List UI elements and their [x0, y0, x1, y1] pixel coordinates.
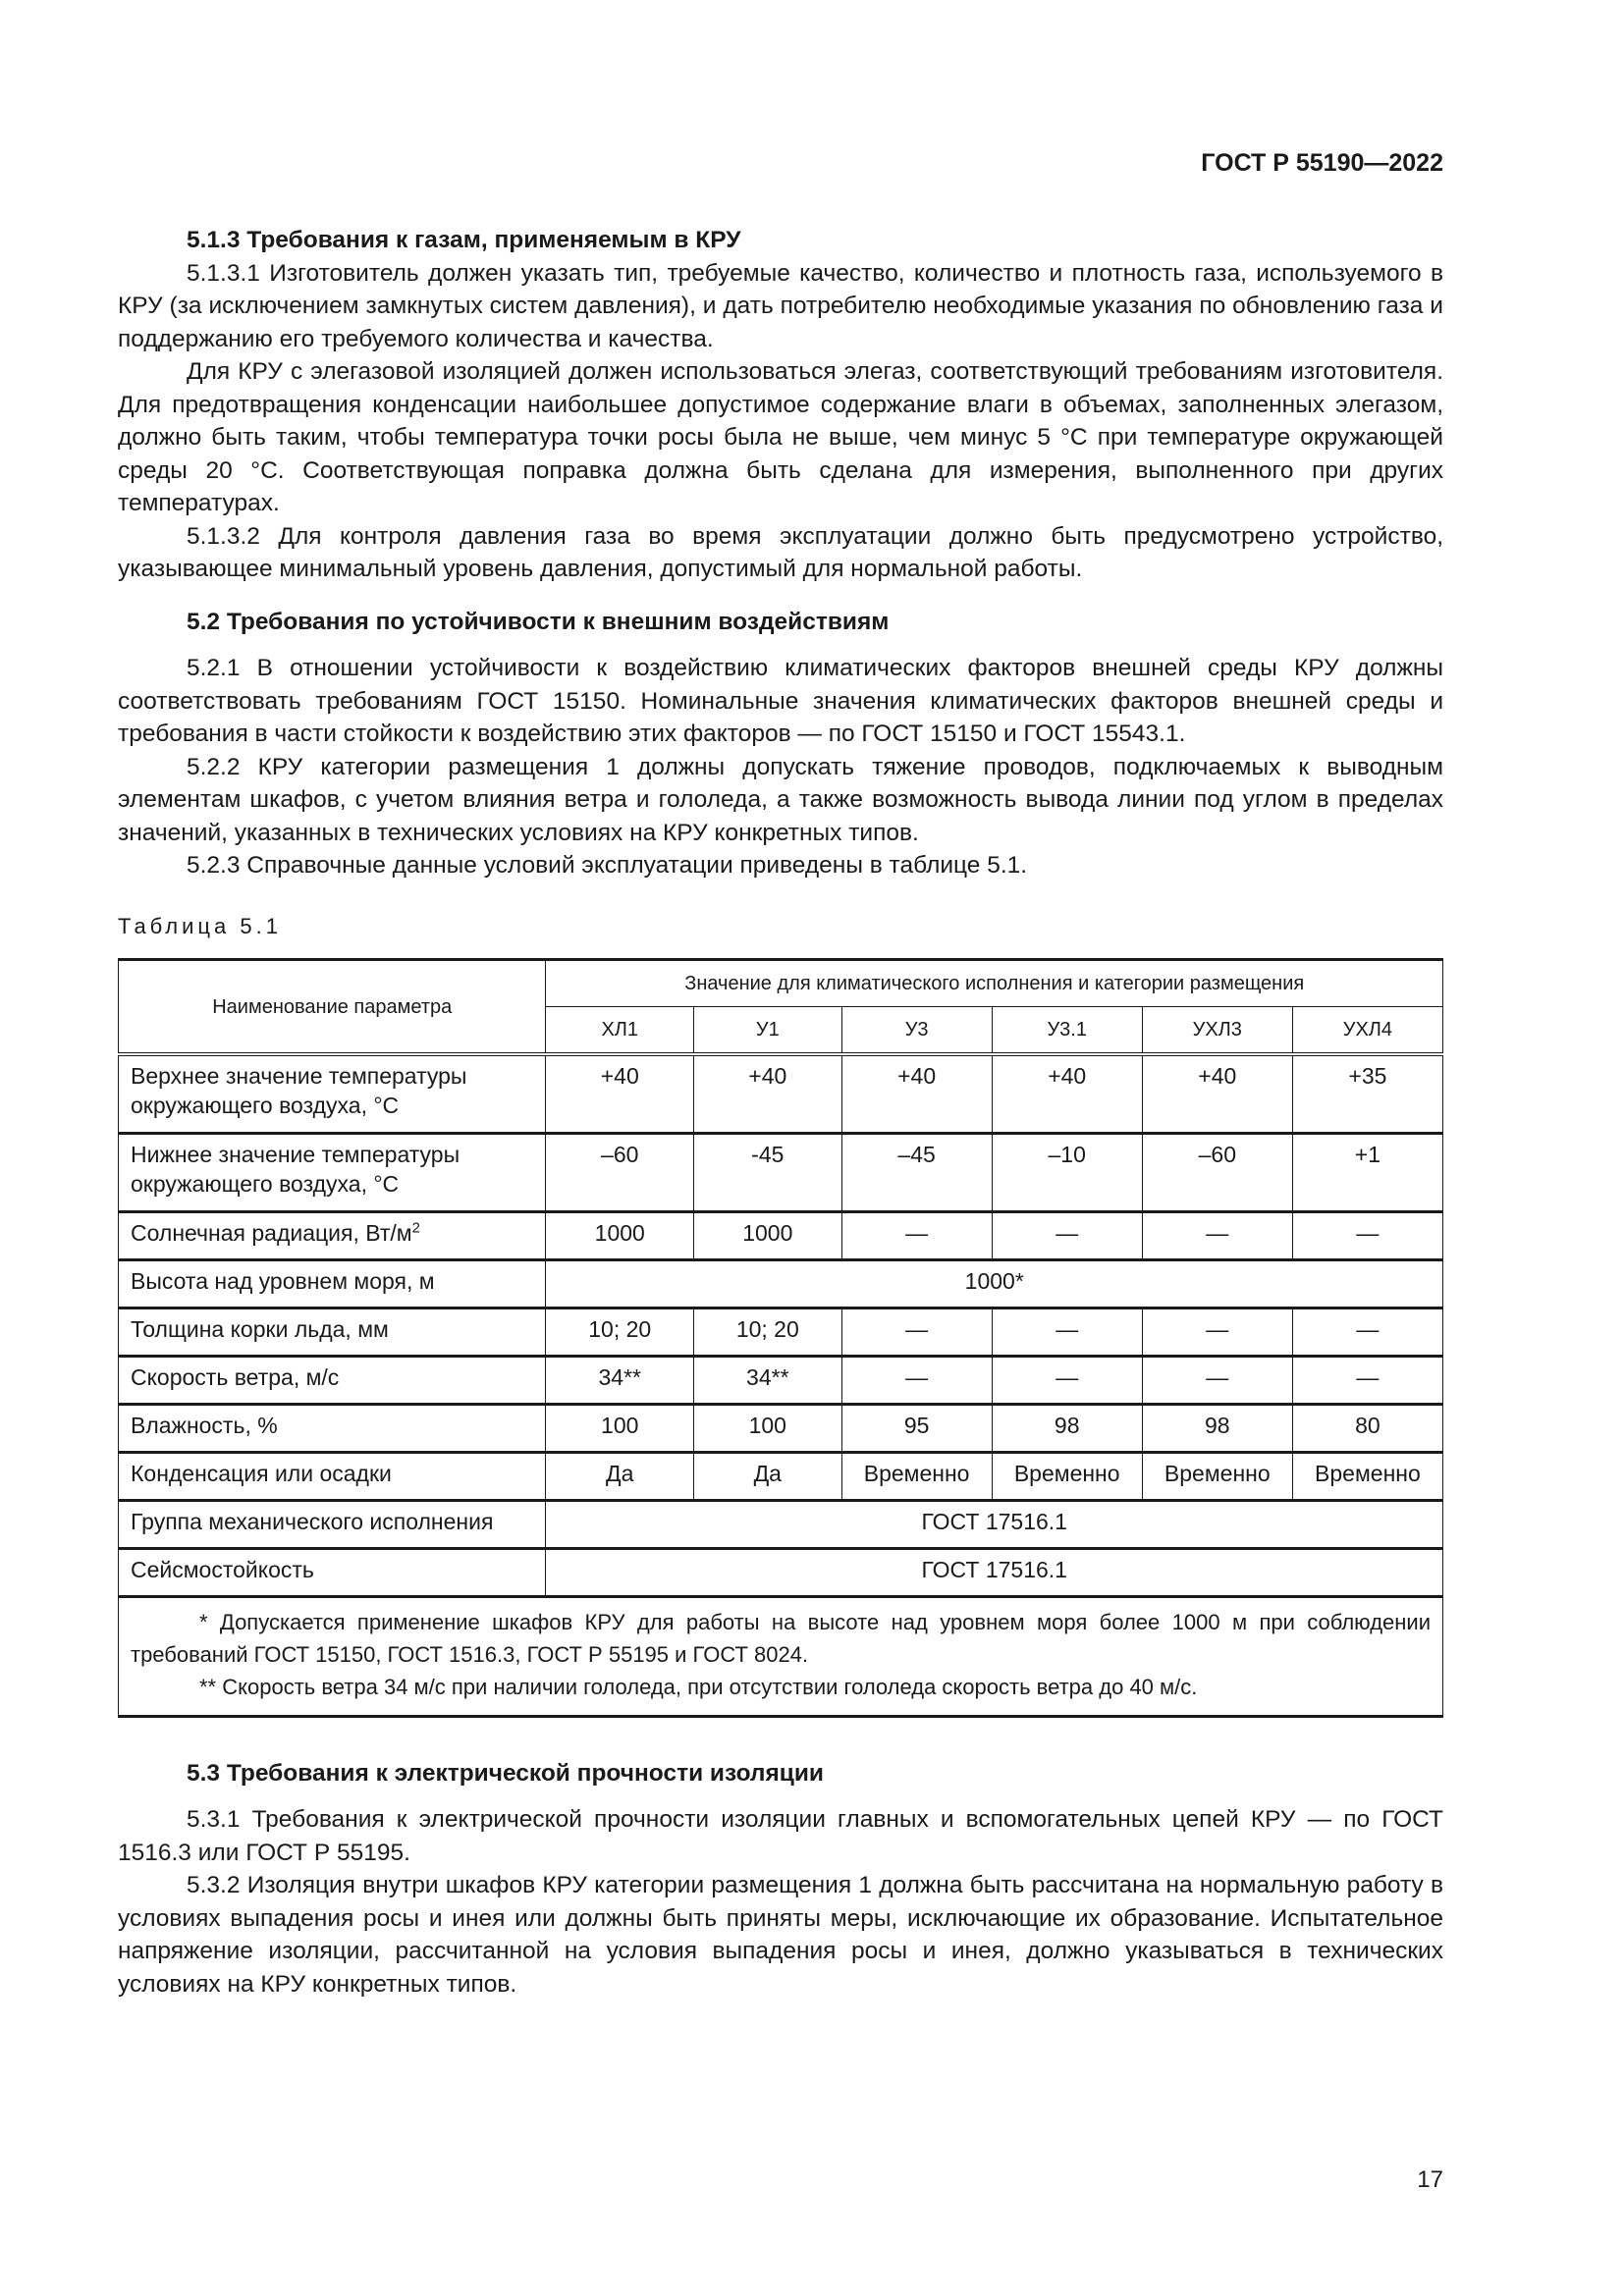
- cell-value: 95: [841, 1404, 992, 1452]
- parameter-name: Группа механического исполнения: [119, 1500, 546, 1548]
- cell-value: —: [1292, 1308, 1442, 1356]
- cell-value: Да: [546, 1452, 694, 1500]
- cell-value: —: [841, 1356, 992, 1404]
- cell-value: —: [1142, 1356, 1292, 1404]
- cell-value: –10: [992, 1133, 1142, 1211]
- paragraph: 5.3.1 Требования к электрической прочности изоляции главных и вспомогательных цепей КРУ — по ГОСТ 1516.3 или ГОСТ Р 55195.: [118, 1806, 1443, 1866]
- table-caption: Таблица 5.1: [118, 913, 282, 938]
- section-title-5-2: 5.2 Требования по устойчивости к внешним воздействиям: [187, 608, 890, 635]
- cell-value: 98: [992, 1404, 1142, 1452]
- column-header: У3: [841, 1007, 992, 1055]
- table-note: ** Скорость ветра 34 м/с при наличии гололеда, при отсутствии гололеда скорость ветра до 40 м/с.: [199, 1674, 1198, 1699]
- cell-value: —: [992, 1211, 1142, 1259]
- cell-value: —: [992, 1308, 1142, 1356]
- table-row: [119, 1211, 1443, 1259]
- column-header: У3.1: [992, 1007, 1142, 1055]
- cell-value: 34**: [694, 1356, 842, 1404]
- parameter-name: Конденсация или осадки: [119, 1452, 546, 1500]
- cell-value: —: [1142, 1308, 1292, 1356]
- parameter-name: Солнечная радиация, $Вт/м^2$: [119, 1211, 546, 1259]
- parameter-name: Скорость ветра, м/с: [119, 1356, 546, 1404]
- cell-value: 10; 20: [694, 1308, 842, 1356]
- cell-value: 80: [1292, 1404, 1442, 1452]
- cell-value: –60: [1142, 1133, 1292, 1211]
- table-row: [119, 1133, 1443, 1211]
- parameter-name: Сейсмостойкость: [119, 1548, 546, 1596]
- merged-value: ГОСТ 17516.1: [546, 1500, 1443, 1548]
- cell-value: 1000: [546, 1211, 694, 1259]
- paragraph: 5.3.2 Изоляция внутри шкафов КРУ категории размещения 1 должна быть рассчитана на нормальную работу в условиях выпадения росы и инея или должны быть приняты меры, исключающие их образование. Испытательное напряжение изоляции, рассчитанной на условия выпадения росы и инея, должно указываться в технических условиях на КРУ конкретных типов.: [118, 1872, 1443, 1998]
- cell-value: 34**: [546, 1356, 694, 1404]
- cell-value: 10; 20: [546, 1308, 694, 1356]
- table-row: [119, 1452, 1443, 1500]
- merged-value: ГОСТ 17516.1: [546, 1548, 1443, 1596]
- table-row: [119, 1054, 1443, 1133]
- cell-value: 100: [694, 1404, 842, 1452]
- paragraph: 5.2.2 КРУ категории размещения 1 должны допускать тяжение проводов, подключаемых к выводным элементам шкафов, с учетом влияния ветра и гололеда, а также возможность вывода линии под углом в пределах значений, указанных в технических условиях на КРУ конкретных типов.: [118, 753, 1443, 846]
- cell-value: Временно: [1142, 1452, 1292, 1500]
- column-header-parameter: Наименование параметра: [119, 960, 546, 1055]
- table-row: [119, 1500, 1443, 1548]
- cell-value: +40: [992, 1054, 1142, 1133]
- cell-value: +1: [1292, 1133, 1442, 1211]
- column-group-header: Значение для климатического исполнения и категории размещения: [546, 960, 1443, 1007]
- table-note: * Допускается применение шкафов КРУ для работы на высоте над уровнем моря более 1000 м при соблюдении требований ГОСТ 15150, ГОСТ 1516.3, ГОСТ Р 55195 и ГОСТ 8024.: [131, 1609, 1431, 1667]
- page-number: 17: [1417, 2166, 1443, 2193]
- parameter-name: Влажность, %: [119, 1404, 546, 1452]
- cell-value: 98: [1142, 1404, 1292, 1452]
- paragraph: 5.1.3.1 Изготовитель должен указать тип, требуемые качество, количество и плотность газа, используемого в КРУ (за исключением замкнутых систем давления), и дать потребителю необходимые указания по обновлению газа и поддержанию его требуемого количества и качества.: [118, 259, 1443, 352]
- parameter-name: Толщина корки льда, мм: [119, 1308, 546, 1356]
- parameter-name: Верхнее значение температуры окружающего воздуха, °С: [119, 1054, 546, 1133]
- column-header: ХЛ1: [546, 1007, 694, 1055]
- cell-value: —: [1292, 1211, 1442, 1259]
- table-row: [119, 1404, 1443, 1452]
- cell-value: —: [1292, 1356, 1442, 1404]
- cell-value: -45: [694, 1133, 842, 1211]
- column-header: УХЛ3: [1142, 1007, 1292, 1055]
- paragraph: 5.2.1 В отношении устойчивости к воздействию климатических факторов внешней среды КРУ должны соответствовать требованиям ГОСТ 15150. Номинальные значения климатических факторов внешней среды и требования в части стойкости к воздействию этих факторов — по ГОСТ 15150 и ГОСТ 15543.1.: [118, 655, 1443, 747]
- table-row: [119, 1308, 1443, 1356]
- conditions-table: [118, 958, 1443, 1718]
- column-header: УХЛ4: [1292, 1007, 1442, 1055]
- parameter-name: Нижнее значение температуры окружающего воздуха, °С: [119, 1133, 546, 1211]
- section-title-5-3: 5.3 Требования к электрической прочности изоляции: [187, 1759, 824, 1787]
- cell-value: —: [992, 1356, 1142, 1404]
- paragraph: 5.1.3.2 Для контроля давления газа во время эксплуатации должно быть предусмотрено устройство, указывающее минимальный уровень давления, допустимый для нормальной работы.: [118, 522, 1443, 582]
- table-row: [119, 1259, 1443, 1308]
- cell-value: Временно: [992, 1452, 1142, 1500]
- cell-value: 100: [546, 1404, 694, 1452]
- cell-value: +35: [1292, 1054, 1442, 1133]
- cell-value: +40: [546, 1054, 694, 1133]
- cell-value: —: [841, 1211, 992, 1259]
- cell-value: —: [1142, 1211, 1292, 1259]
- cell-value: 1000: [694, 1211, 842, 1259]
- cell-value: Временно: [1292, 1452, 1442, 1500]
- cell-value: +40: [841, 1054, 992, 1133]
- cell-value: –45: [841, 1133, 992, 1211]
- cell-value: Да: [694, 1452, 842, 1500]
- cell-value: +40: [694, 1054, 842, 1133]
- document-id-header: ГОСТ Р 55190—2022: [1201, 149, 1443, 177]
- column-header: У1: [694, 1007, 842, 1055]
- cell-value: +40: [1142, 1054, 1292, 1133]
- page-content: [118, 224, 1443, 2001]
- cell-value: –60: [546, 1133, 694, 1211]
- cell-value: Временно: [841, 1452, 992, 1500]
- table-notes: [119, 1596, 1443, 1716]
- merged-value: 1000*: [546, 1259, 1443, 1308]
- section-title-5-1-3: 5.1.3 Требования к газам, применяемым в КРУ: [187, 227, 741, 253]
- paragraph: Для КРУ с элегазовой изоляцией должен использоваться элегаз, соответствующий требованиям изготовителя. Для предотвращения конденсации наибольшее допустимое содержание влаги в объемах, заполненных элегазом, должно быть таким, чтобы температура точки росы была не выше, чем минус 5 °С при температуре окружающей среды 20 °С. Соответствующая поправка должна быть сделана для измерения, выполненного при других температурах.: [118, 358, 1443, 516]
- cell-value: —: [841, 1308, 992, 1356]
- parameter-name: Высота над уровнем моря, м: [119, 1259, 546, 1308]
- table-row: [119, 1548, 1443, 1596]
- paragraph: 5.2.3 Справочные данные условий эксплуатации приведены в таблице 5.1.: [187, 852, 1028, 879]
- table-row: [119, 1356, 1443, 1404]
